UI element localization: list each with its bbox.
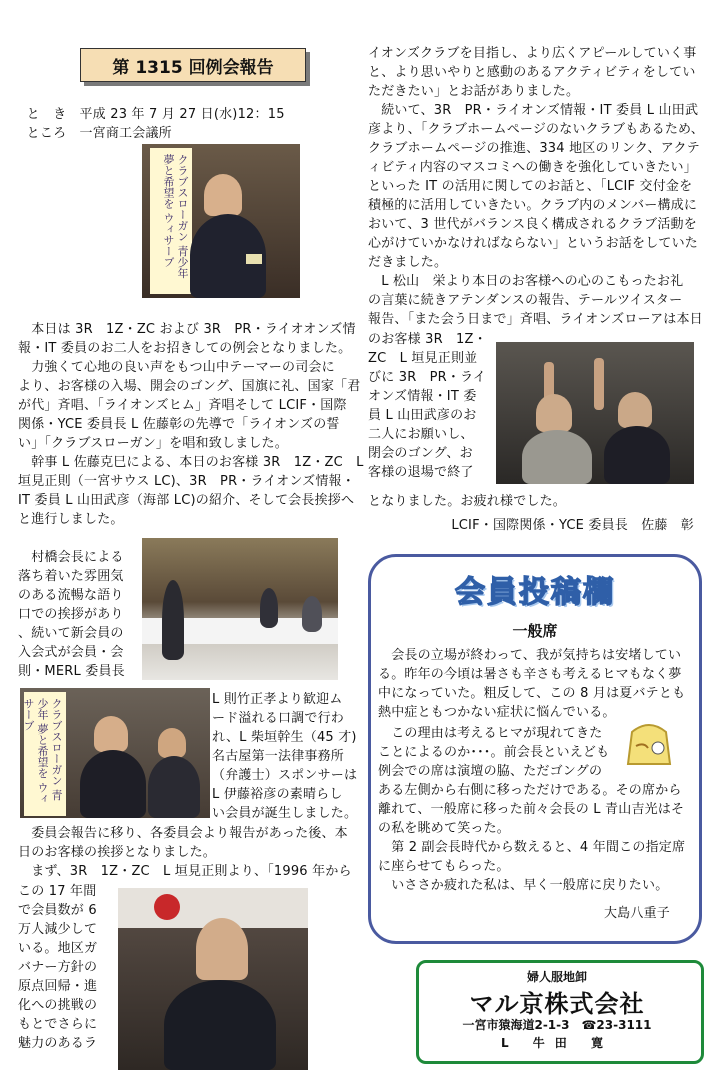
text-line: より、お客様の入場、開会のゴング、国旗に礼、国家「君	[18, 379, 361, 394]
raised-arm	[594, 358, 604, 410]
text-line: おいて、3 世代がバランス良く構成されるクラブ活動を	[368, 217, 697, 232]
text-line: と進行しました。	[18, 512, 124, 527]
contribution-author: 大島八重子	[603, 906, 670, 921]
left-text-block-1	[18, 320, 364, 529]
text-line: に座らせてもらった。	[378, 859, 510, 874]
text-line: ことによるのか･･･。前会長といえども	[378, 745, 610, 760]
text-line: 員 L 山田武彦のお	[368, 408, 477, 423]
text-line: 垣見正則（一宮サウス LC)、3R PR・ライオンズ情報・	[18, 474, 355, 489]
text-line: る。昨年の今頃は暑さも辛さも考えるヒマもなく夢	[378, 667, 682, 682]
when-value: 平成 23 年 7 月 27 日(水)12：15	[79, 107, 285, 122]
text-line: ZC L 垣見正則並	[368, 351, 478, 366]
text-line: L 松山 栄より本日のお客様への心のこもったお礼	[368, 274, 684, 289]
text-line: この理由は考えるヒマが現れてきた	[378, 726, 603, 741]
slogan-banner: クラブスローガン 青少年 夢と希望を ウィサーブ	[24, 692, 66, 816]
contribution-text-2	[378, 724, 685, 895]
left-text-block-5	[18, 882, 97, 1053]
text-line: ある左側から右側に移っただけである。その席から	[378, 783, 682, 798]
text-line: 名古屋第一法律事務所	[212, 749, 345, 764]
attendee-figure	[302, 596, 322, 632]
report-title	[80, 48, 306, 82]
text-line: 力強くて心地の良い声をもつ山中テーマーの司会に	[18, 360, 335, 375]
member-head	[94, 716, 128, 752]
text-line: 積極的に活用していきたい。クラブ内のメンバー構成に	[368, 198, 698, 213]
text-line: もとでさらに	[18, 1017, 98, 1032]
attendee-figure	[260, 588, 278, 628]
where-row	[18, 105, 172, 143]
text-line: 閉会のゴング、お	[368, 446, 473, 461]
speaker-head	[204, 174, 242, 216]
text-line: 報・IT 委員のお二人をお招きしての例会となりました。	[18, 341, 352, 356]
flag-sun	[154, 894, 180, 920]
text-line: で会員数が 6	[18, 903, 97, 918]
text-line: 、続いて新会員の	[18, 626, 124, 641]
guest-head	[196, 918, 248, 980]
guest-suit	[164, 980, 276, 1070]
left-text-block-2	[18, 548, 125, 681]
left-text-block-3	[212, 690, 357, 823]
text-line: ただきたい」とお話がありました。	[368, 84, 580, 99]
text-line: い会員が誕生しました。	[212, 806, 358, 821]
text-line: 熱中症ともつかない症状に悩んでいる。	[378, 705, 616, 720]
text-line: 化への挑戦の	[18, 998, 98, 1013]
text-line: この 17 年間	[18, 884, 97, 899]
report-title-text: 第 1315 回例会報告	[112, 57, 274, 78]
slogan-banner: クラブスローガン 青少年 夢と希望を ウィサーブ	[150, 148, 192, 294]
text-line: 魅力のあるラ	[18, 1036, 98, 1051]
text-line: ード溢れる口調で行わ	[212, 711, 345, 726]
signature: LCIF・国際関係・YCE 委員長 佐藤 彰	[451, 518, 694, 533]
attendee-figure	[162, 580, 184, 660]
text-line: 日のお客様の挨拶となりました。	[18, 845, 217, 860]
contribution-title: 会員投稿欄	[455, 575, 615, 610]
text-line: 離れて、一般席に移った前々会長の L 青山吉光はそ	[378, 802, 685, 817]
sponsor-suit	[148, 756, 200, 818]
photo-guest-greeting	[118, 888, 308, 1070]
text-line: びに 3R PR・ライ	[368, 370, 487, 385]
member-suit	[80, 750, 146, 818]
text-line: L 則竹正孝より歓迎ム	[212, 692, 343, 707]
photo-new-member	[20, 688, 210, 818]
text-line: のお客様 3R 1Z・	[368, 332, 487, 347]
text-line: 報告、「また会う日まで」斉唱、ライオンズローアは本日	[368, 312, 703, 327]
photo-lions-roar	[496, 342, 694, 484]
contribution-subtitle: 一般席	[512, 622, 558, 640]
text-line: 会長の立場が終わって、我が気持ちは安堵してい	[378, 648, 682, 663]
contribution-text-1	[378, 646, 685, 722]
text-line: と、より思いやりと感動のあるアクティビティをしてい	[368, 65, 696, 80]
ad-address: 一宮市猿海道2-1-3 ☎23-3111	[462, 1018, 652, 1032]
text-line: L 伊藤裕彦の素晴らし	[212, 787, 343, 802]
text-line: い」「クラブスローガン」を唱和致しました。	[18, 436, 288, 451]
text-line: の私を眺めて笑った。	[378, 821, 511, 836]
text-line: ィビティ内容のマスコミへの働きを強化していきたい」	[368, 160, 697, 175]
guest-head	[618, 392, 652, 428]
text-line: 入会式が会員・会	[18, 645, 124, 660]
text-line: が代」斉唱、「ライオンズヒム」斉唱そして LCIF・国際	[18, 398, 347, 413]
text-line: 万人減少して	[18, 922, 98, 937]
text-line: 委員会報告に移り、各委員会より報告があった後、本	[18, 826, 348, 841]
closing-line: となりました。お疲れ様でした。	[368, 494, 567, 509]
text-line: （弁護士）スポンサーは	[212, 768, 358, 783]
text-line: 幹事 L 佐藤克巳による、本日のお客様 3R 1Z・ZC L	[18, 455, 364, 470]
right-text-block-1	[368, 44, 704, 329]
text-line: 落ち着いた雰囲気	[18, 569, 124, 584]
text-line: 心がけていかなければならない」というお話をしていた	[368, 236, 699, 251]
text-line: 則・MERL 委員長	[18, 664, 125, 679]
text-line: いささか疲れた私は、早く一般席に戻りたい。	[378, 878, 669, 893]
text-line: いる。地区ガ	[18, 941, 98, 956]
right-text-block-2	[368, 330, 487, 482]
ad-company-name: マル京株式会社	[469, 990, 645, 1018]
text-line: 本日は 3R 1Z・ZC および 3R PR・ライオオンズ情	[18, 322, 356, 337]
text-line: だきました。	[368, 255, 448, 270]
photo-guest-speaker	[142, 144, 300, 298]
text-line: といった IT の活用に関してのお話と、「LCIF 交付金を	[368, 179, 693, 194]
text-line: IT 委員 L 山田武彦（海部 LC)の紹介、そして会長挨拶へ	[18, 493, 355, 508]
text-line: バナー方針の	[18, 960, 98, 975]
text-line: 二人にお願いし、	[368, 427, 474, 442]
text-line: オンズ情報・IT 委	[368, 389, 477, 404]
where-value: 一宮商工会議所	[79, 126, 172, 141]
text-line: クラブホームページの推進、334 地区のリンク、アクテ	[368, 141, 700, 156]
text-line: の言葉に続きアテンダンスの報告、テールツイスター	[368, 293, 683, 308]
guest-suit	[604, 426, 670, 484]
photo-meeting-hall	[142, 538, 338, 680]
text-line: 村橋会長による	[18, 550, 124, 565]
text-line: イオンズクラブを目指し、より広くアピールしていく事	[368, 46, 697, 61]
text-line: れ、L 柴垣幹生（45 才)	[212, 730, 357, 745]
text-line: 原点回帰・進	[18, 979, 98, 994]
guest-head	[536, 394, 572, 432]
text-line: 例会での席は演壇の脇、ただゴングの	[378, 764, 603, 779]
text-line: まず、3R 1Z・ZC L 垣見正則より、「1996 年から	[18, 864, 352, 879]
text-line: 第 2 副会長時代から数えると、4 年間この指定席	[378, 840, 686, 855]
text-line: 中になっていた。粗反して、この 8 月は夏バテとも	[378, 686, 686, 701]
text-line: 客様の退場で終了	[368, 465, 474, 480]
when-label: と き	[26, 107, 67, 122]
text-line: 彦より、「クラブホームページのないクラブもあるため、	[368, 122, 704, 137]
ad-person: L 牛田 寛	[500, 1036, 613, 1050]
left-text-block-4	[18, 824, 352, 881]
text-line: 続いて、3R PR・ライオンズ情報・IT 委員 L 山田武	[368, 103, 699, 118]
ad-category: 婦人服地卸	[526, 970, 587, 984]
text-line: 関係・YCE 委員長 L 佐藤彰の先導で「ライオンズの誓	[18, 417, 340, 432]
sponsor-head	[158, 728, 186, 758]
where-label: ところ	[26, 126, 67, 141]
text-line: のある流暢な語り	[18, 588, 124, 603]
text-line: 口での挨拶があり	[18, 607, 124, 622]
guest-jacket	[522, 430, 592, 484]
name-tag	[246, 254, 262, 264]
